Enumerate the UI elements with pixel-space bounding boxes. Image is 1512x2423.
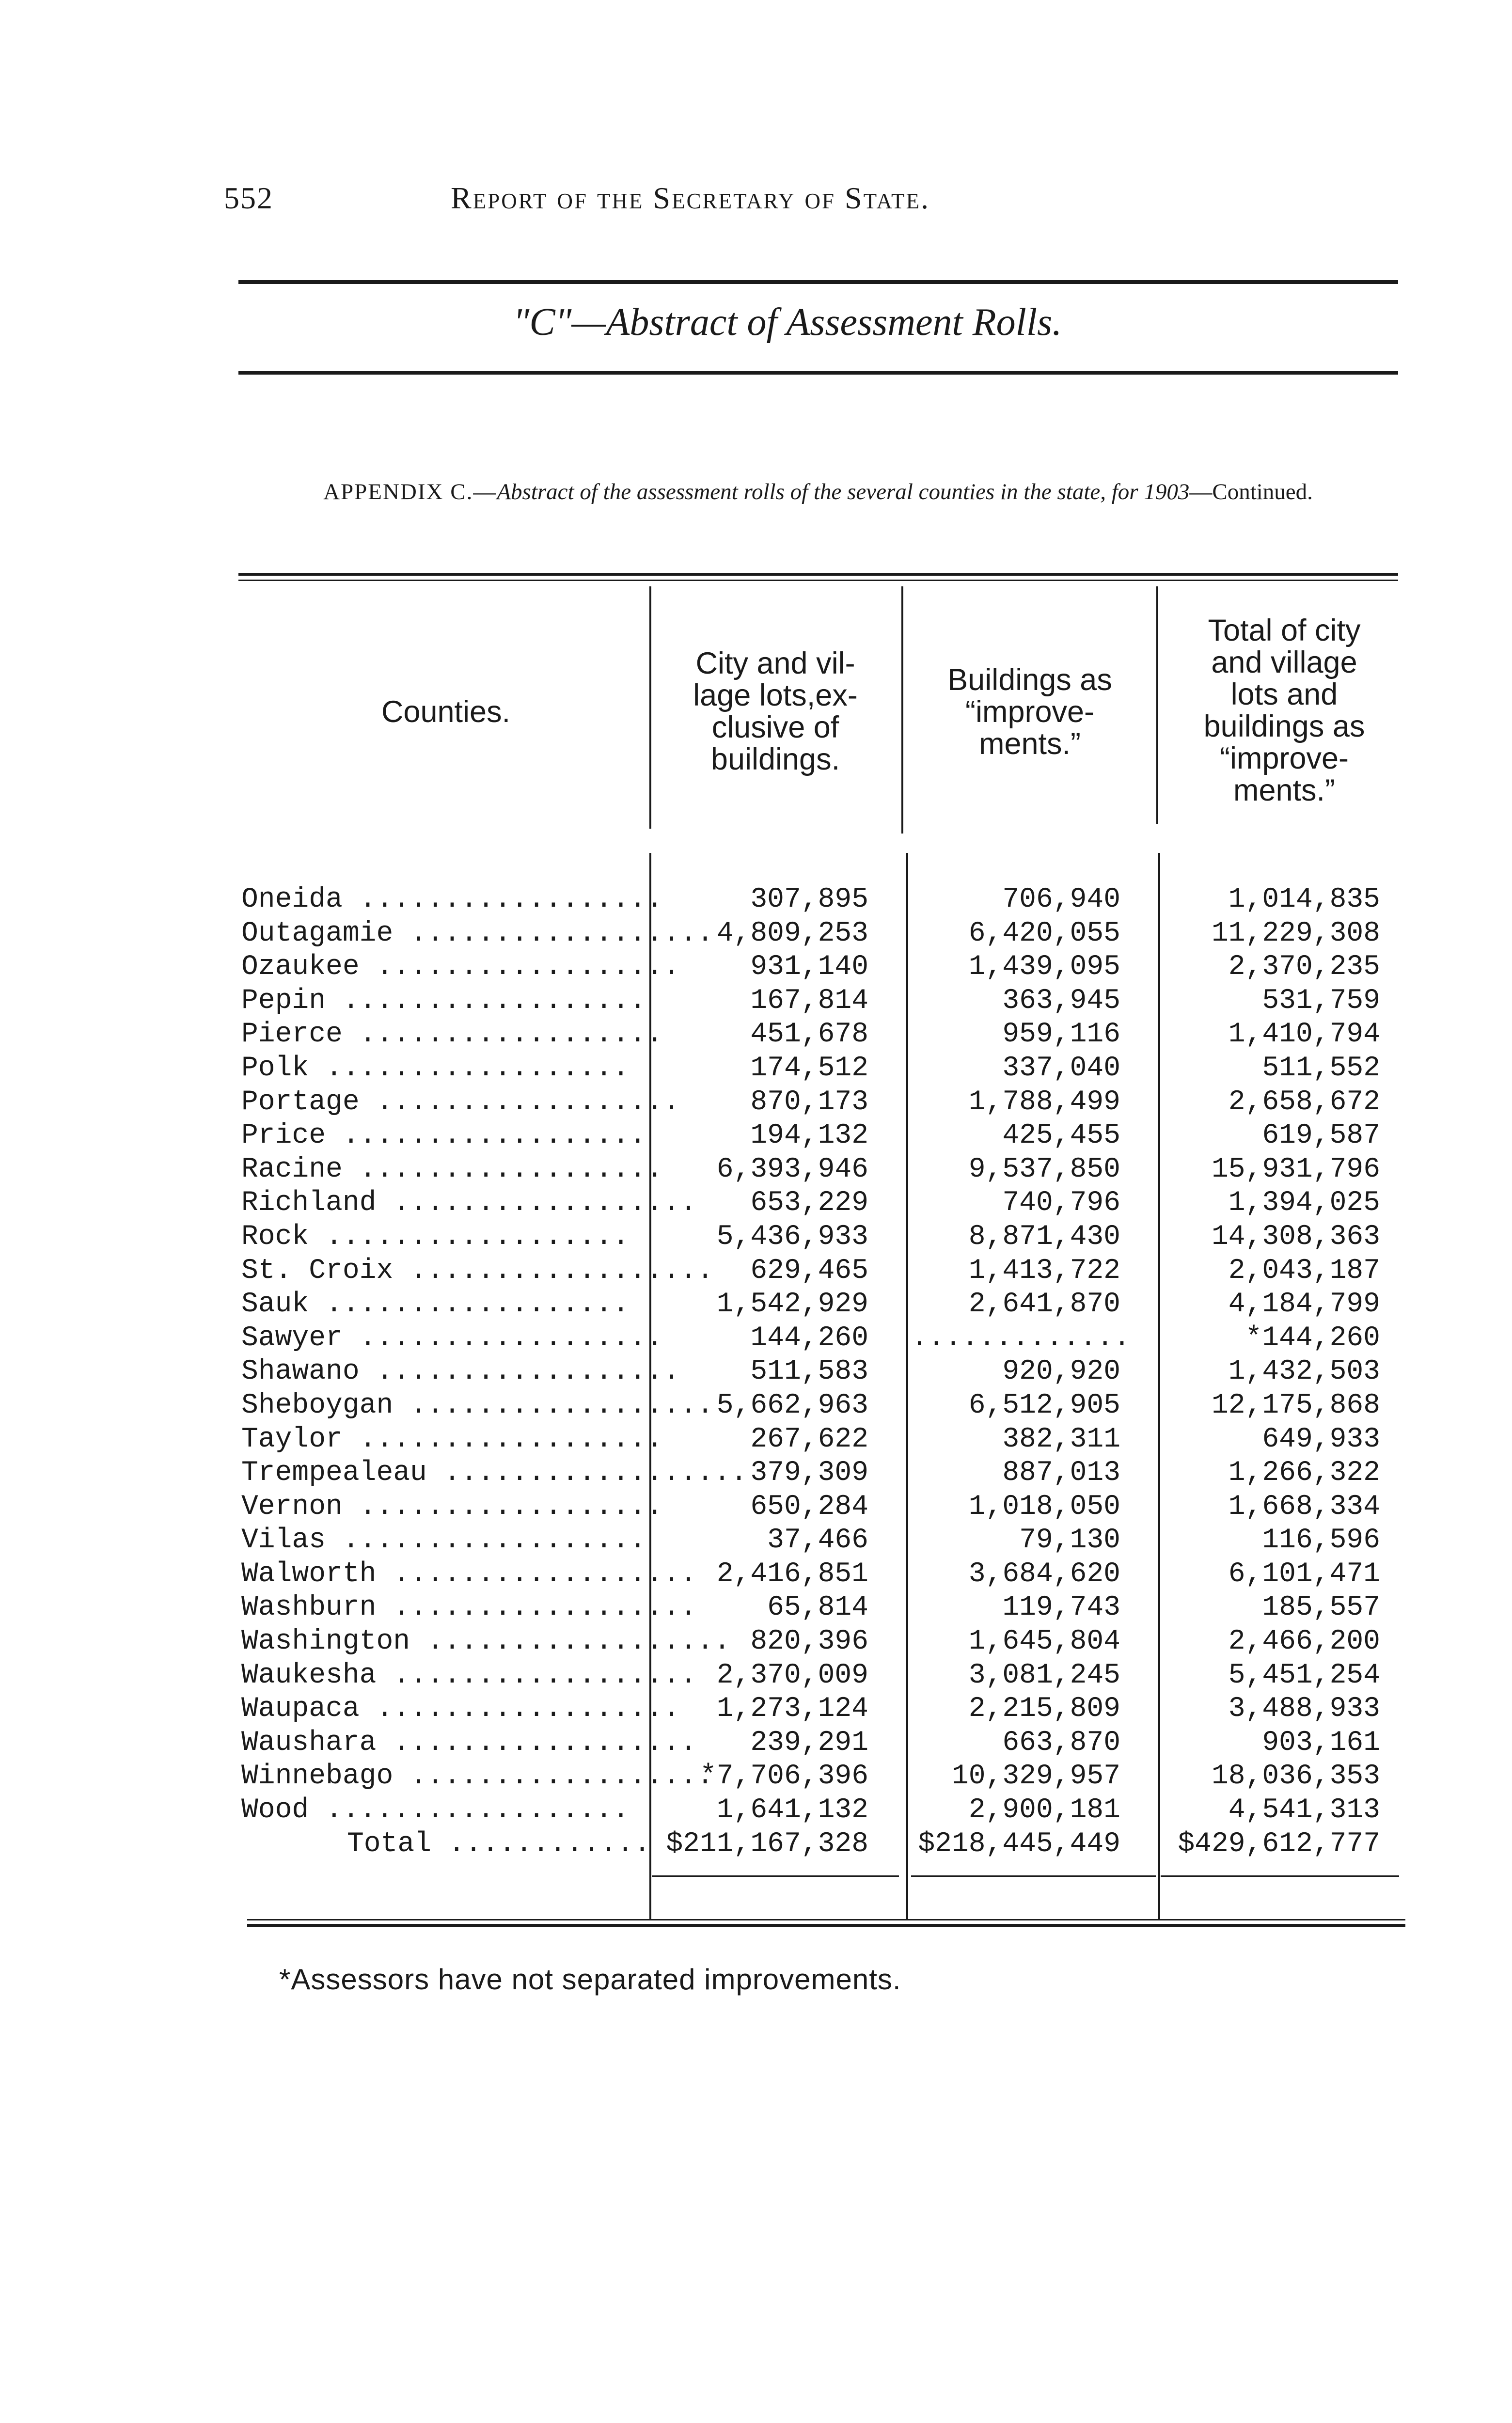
county-name: Sheboygan: [241, 1389, 394, 1421]
lots-value: 267,622: [750, 1423, 868, 1455]
table-row: Washburn .................. 65,814 119,743 185,557: [0, 1591, 1512, 1625]
total-row: Total ............ $211,167,328 $218,445,449 $429,612,777: [0, 1827, 1512, 1861]
total-lots-value: $211,167,328: [666, 1828, 868, 1860]
table-row: Walworth .................. 2,416,851 3,684,620 6,101,471: [0, 1558, 1512, 1591]
table-row: Vilas .................. 37,466 79,130 116,596: [0, 1524, 1512, 1558]
county-name: Sauk: [241, 1289, 309, 1321]
buildings-value: .............: [911, 1322, 1131, 1354]
county-name: Polk: [241, 1052, 309, 1084]
buildings-value: 887,013: [1002, 1457, 1120, 1489]
table-row: Wood .................. 1,641,132 2,900,181 4,541,313: [0, 1794, 1512, 1827]
buildings-value: 10,329,957: [951, 1761, 1120, 1793]
buildings-value: 959,116: [1002, 1019, 1120, 1051]
table-row: Price .................. 194,132 425,455 619,587: [0, 1119, 1512, 1153]
table-row: Taylor .................. 267,622 382,311 649,933: [0, 1423, 1512, 1457]
table-row: Waupaca .................. 1,273,124 2,215,809 3,488,933: [0, 1692, 1512, 1726]
table-row: Shawano .................. 511,583 920,920 1,432,503: [0, 1355, 1512, 1389]
buildings-value: 2,215,809: [968, 1693, 1120, 1725]
lots-value: 167,814: [750, 985, 868, 1017]
total-value: 185,557: [1262, 1592, 1380, 1624]
total-value: 2,658,672: [1228, 1086, 1380, 1118]
total-underline-2: [911, 1875, 1156, 1877]
lots-value: 6,393,946: [716, 1153, 868, 1185]
county-rows: [0, 883, 1512, 1861]
buildings-value: 2,900,181: [968, 1794, 1120, 1826]
total-value: 2,043,187: [1228, 1255, 1380, 1287]
county-name: Waushara: [241, 1727, 377, 1759]
table-row: Vernon .................. 650,284 1,018,050 1,668,334: [0, 1490, 1512, 1524]
buildings-value: 920,920: [1002, 1356, 1120, 1388]
county-name: Price: [241, 1120, 326, 1152]
total-value: 6,101,471: [1228, 1558, 1380, 1590]
lots-value: 653,229: [750, 1187, 868, 1219]
column-header-total: Total of city and village lots and buildings as “improve- ments.”: [1203, 614, 1365, 807]
total-value: 4,541,313: [1228, 1794, 1380, 1826]
header-divider-1: [649, 586, 651, 829]
total-value: 18,036,353: [1211, 1761, 1380, 1793]
total-value: 619,587: [1262, 1120, 1380, 1152]
table-row: Sawyer .................. 144,260 ............. *144,260: [0, 1322, 1512, 1355]
table-bottom-rule-1: [247, 1919, 1405, 1920]
county-name: Portage: [241, 1086, 360, 1118]
lots-value: 65,814: [767, 1592, 868, 1624]
county-name: Pepin: [241, 985, 326, 1017]
buildings-value: 740,796: [1002, 1187, 1120, 1219]
buildings-value: 6,512,905: [968, 1389, 1120, 1421]
table-row: Waushara .................. 239,291 663,870 903,161: [0, 1726, 1512, 1760]
lots-value: 37,466: [767, 1525, 868, 1557]
buildings-value: 1,413,722: [968, 1255, 1120, 1287]
total-underline-1: [652, 1875, 899, 1877]
buildings-value: 337,040: [1002, 1052, 1120, 1084]
county-name: Shawano: [241, 1356, 360, 1388]
buildings-value: 9,537,850: [968, 1153, 1120, 1185]
section-rule: [238, 371, 1398, 375]
buildings-value: 1,018,050: [968, 1491, 1120, 1523]
total-value: 2,370,235: [1228, 951, 1380, 983]
top-rule: [238, 280, 1398, 284]
lots-value: 1,542,929: [716, 1289, 868, 1321]
total-value: 15,931,796: [1211, 1153, 1380, 1185]
total-underline-3: [1161, 1875, 1399, 1877]
buildings-value: 663,870: [1002, 1727, 1120, 1759]
total-value: *144,260: [1245, 1322, 1380, 1354]
county-name: Vilas: [241, 1525, 326, 1557]
footnote: *Assessors have not separated improvements.: [279, 1963, 901, 1996]
total-value: 5,451,254: [1228, 1659, 1380, 1691]
county-name: Racine: [241, 1153, 343, 1185]
column-header-counties: Counties.: [381, 695, 511, 729]
table-row: Polk .................. 174,512 337,040 511,552: [0, 1052, 1512, 1086]
lots-value: 870,173: [750, 1086, 868, 1118]
lots-value: 2,416,851: [716, 1558, 868, 1590]
buildings-value: 706,940: [1002, 884, 1120, 915]
total-value: 2,466,200: [1228, 1626, 1380, 1658]
county-name: St. Croix: [241, 1255, 394, 1287]
total-buildings-value: $218,445,449: [918, 1828, 1120, 1860]
column-header-lots: City and vil- lage lots,ex- clusive of buildings.: [693, 646, 858, 776]
lots-value: 194,132: [750, 1120, 868, 1152]
buildings-value: 3,684,620: [968, 1558, 1120, 1590]
table-bottom-rule-2: [247, 1924, 1405, 1927]
county-name: Rock: [241, 1221, 309, 1253]
table-row: Sheboygan .................. 5,662,963 6,512,905 12,175,868: [0, 1389, 1512, 1423]
total-value: 1,394,025: [1228, 1187, 1380, 1219]
county-name: Pierce: [241, 1019, 343, 1051]
buildings-value: 2,641,870: [968, 1289, 1120, 1321]
total-value: 1,014,835: [1228, 884, 1380, 915]
lots-value: 379,309: [750, 1457, 868, 1489]
county-name: Ozaukee: [241, 951, 360, 983]
lots-value: 511,583: [750, 1356, 868, 1388]
total-value: 116,596: [1262, 1525, 1380, 1557]
page-number: 552: [224, 181, 273, 215]
lots-value: 451,678: [750, 1019, 868, 1051]
lots-value: 239,291: [750, 1727, 868, 1759]
buildings-value: 363,945: [1002, 985, 1120, 1017]
table-row: Racine .................. 6,393,946 9,537,850 15,931,796: [0, 1153, 1512, 1187]
lots-value: 5,662,963: [716, 1389, 868, 1421]
buildings-value: 8,871,430: [968, 1221, 1120, 1253]
table-row: Pepin .................. 167,814 363,945 531,759: [0, 984, 1512, 1018]
lots-value: 2,370,009: [716, 1659, 868, 1691]
total-value: 4,184,799: [1228, 1289, 1380, 1321]
lots-value: 1,641,132: [716, 1794, 868, 1826]
running-head: Report of the Secretary of State.: [451, 181, 930, 215]
total-value: 531,759: [1262, 985, 1380, 1017]
table-row: Waukesha .................. 2,370,009 3,081,245 5,451,254: [0, 1659, 1512, 1693]
buildings-value: 3,081,245: [968, 1659, 1120, 1691]
total-value: 1,410,794: [1228, 1019, 1380, 1051]
lots-value: 820,396: [750, 1626, 868, 1658]
county-name: Sawyer: [241, 1322, 343, 1354]
table-row: Washington .................. 820,396 1,645,804 2,466,200: [0, 1625, 1512, 1659]
total-value: 1,266,322: [1228, 1457, 1380, 1489]
lots-value: 307,895: [750, 884, 868, 915]
table-row: Sauk .................. 1,542,929 2,641,870 4,184,799: [0, 1288, 1512, 1322]
grand-total-value: $429,612,777: [1178, 1828, 1380, 1860]
appendix-caption-text: Abstract of the assessment rolls of the several counties in the state, for 1903: [497, 479, 1190, 504]
total-value: 511,552: [1262, 1052, 1380, 1084]
table-row: Trempealeau .................. 379,309 887,013 1,266,322: [0, 1456, 1512, 1490]
lots-value: 144,260: [750, 1322, 868, 1354]
county-name: Waupaca: [241, 1693, 360, 1725]
county-name: Washington: [241, 1626, 410, 1658]
buildings-value: 79,130: [1019, 1525, 1120, 1557]
table-row: St. Croix .................. 629,465 1,413,722 2,043,187: [0, 1254, 1512, 1288]
total-label: Total: [347, 1828, 432, 1860]
county-name: Walworth: [241, 1558, 377, 1590]
buildings-value: 1,439,095: [968, 951, 1120, 983]
lots-value: 174,512: [750, 1052, 868, 1084]
buildings-value: 1,788,499: [968, 1086, 1120, 1118]
county-name: Trempealeau: [241, 1457, 427, 1489]
county-name: Winnebago: [241, 1761, 394, 1793]
lots-value: 931,140: [750, 951, 868, 983]
lots-value: *7,706,396: [699, 1761, 868, 1793]
table-top-rule-1: [238, 573, 1398, 576]
table-row: Outagamie .................. 4,809,253 6,420,055 11,229,308: [0, 917, 1512, 951]
appendix-label: APPENDIX C.—: [323, 479, 497, 504]
buildings-value: 425,455: [1002, 1120, 1120, 1152]
section-title: "C"—Abstract of Assessment Rolls.: [513, 301, 1062, 344]
county-name: Taylor: [241, 1423, 343, 1455]
header-divider-3: [1156, 586, 1158, 824]
total-value: 11,229,308: [1211, 917, 1380, 949]
total-value: 14,308,363: [1211, 1221, 1380, 1253]
header-divider-2: [901, 586, 903, 834]
column-header-buildings: Buildings as “improve- ments.”: [947, 663, 1112, 761]
table-row: Ozaukee .................. 931,140 1,439,095 2,370,235: [0, 950, 1512, 984]
county-name: Vernon: [241, 1491, 343, 1523]
appendix-caption: [236, 475, 1400, 509]
county-name: Waukesha: [241, 1659, 377, 1691]
county-name: Oneida: [241, 884, 343, 915]
lots-value: 650,284: [750, 1491, 868, 1523]
county-name: Richland: [241, 1187, 377, 1219]
table-row: Richland .................. 653,229 740,796 1,394,025: [0, 1186, 1512, 1220]
county-name: Washburn: [241, 1592, 377, 1624]
buildings-value: 1,645,804: [968, 1626, 1120, 1658]
buildings-value: 6,420,055: [968, 917, 1120, 949]
total-value: 903,161: [1262, 1727, 1380, 1759]
table-row: Winnebago .................. *7,706,396 10,329,957 18,036,353: [0, 1760, 1512, 1794]
county-name: Wood: [241, 1794, 309, 1826]
lots-value: 629,465: [750, 1255, 868, 1287]
table-row: Oneida .................. 307,895 706,940 1,014,835: [0, 883, 1512, 917]
total-value: 1,432,503: [1228, 1356, 1380, 1388]
total-value: 649,933: [1262, 1423, 1380, 1455]
total-value: 1,668,334: [1228, 1491, 1380, 1523]
county-name: Outagamie: [241, 917, 394, 949]
lots-value: 5,436,933: [716, 1221, 868, 1253]
buildings-value: 382,311: [1002, 1423, 1120, 1455]
appendix-caption-suffix: —Continued.: [1189, 479, 1313, 504]
buildings-value: 119,743: [1002, 1592, 1120, 1624]
total-value: 3,488,933: [1228, 1693, 1380, 1725]
table-top-rule-2: [238, 580, 1398, 581]
lots-value: 1,273,124: [716, 1693, 868, 1725]
lots-value: 4,809,253: [716, 917, 868, 949]
table-row: Portage .................. 870,173 1,788,499 2,658,672: [0, 1086, 1512, 1119]
table-row: Pierce .................. 451,678 959,116 1,410,794: [0, 1018, 1512, 1052]
table-row: Rock .................. 5,436,933 8,871,430 14,308,363: [0, 1220, 1512, 1254]
total-value: 12,175,868: [1211, 1389, 1380, 1421]
